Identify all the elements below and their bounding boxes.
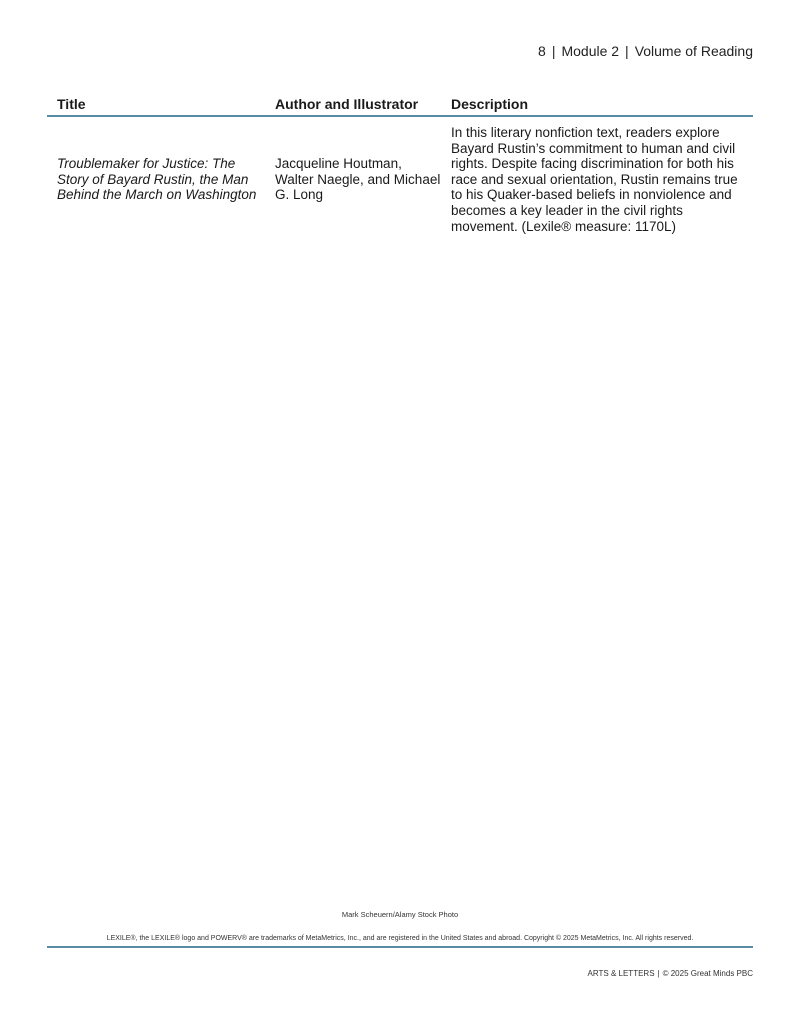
publisher-line: ARTS & LETTERS	[587, 969, 655, 978]
column-header-description: Description	[451, 96, 529, 112]
footer	[588, 969, 753, 978]
reading-table	[47, 88, 753, 234]
header-separator: |	[625, 43, 629, 59]
book-authors-cell	[265, 125, 441, 234]
book-description: In this literary nonfiction text, readers explore Bayard Rustin’s commitment to human and civil rights. Despite facing discrimination for both his race and sexual orientation, Rustin remains true to his Quaker-based beliefs in nonviolence and becomes a key leader in the civil rights movement. (Lexile® measure: 1170L)	[451, 125, 738, 234]
table-row	[47, 117, 753, 234]
column-header-title: Title	[57, 96, 86, 112]
page-number: 8	[538, 43, 546, 59]
table-header	[47, 88, 753, 117]
footer-divider	[47, 946, 753, 948]
copyright: © 2025 Great Minds PBC	[662, 969, 753, 978]
book-title: Troublemaker for Justice: The Story of Bayard Rustin, the Man Behind the March on Washington	[57, 156, 257, 203]
book-authors: Jacqueline Houtman, Walter Naegle, and Michael G. Long	[275, 156, 441, 203]
photo-credit: Mark Scheuern/Alamy Stock Photo	[341, 910, 459, 919]
running-head	[538, 43, 753, 59]
module-label: Module 2	[561, 43, 620, 59]
footer-separator: |	[657, 969, 660, 978]
book-title-cell	[47, 125, 265, 234]
book-description-cell	[441, 125, 753, 234]
header-separator: |	[551, 43, 556, 59]
column-header-author: Author and Illustrator	[275, 96, 419, 112]
section-label: Volume of Reading	[634, 43, 753, 59]
trademark-notice: LEXILE®, the LEXILE® logo and POWERV® are trademarks of MetaMetrics, Inc., and are registered in the United States and abroad. Copyright © 2025 MetaMetrics, Inc. All rights reserved.	[106, 935, 694, 942]
